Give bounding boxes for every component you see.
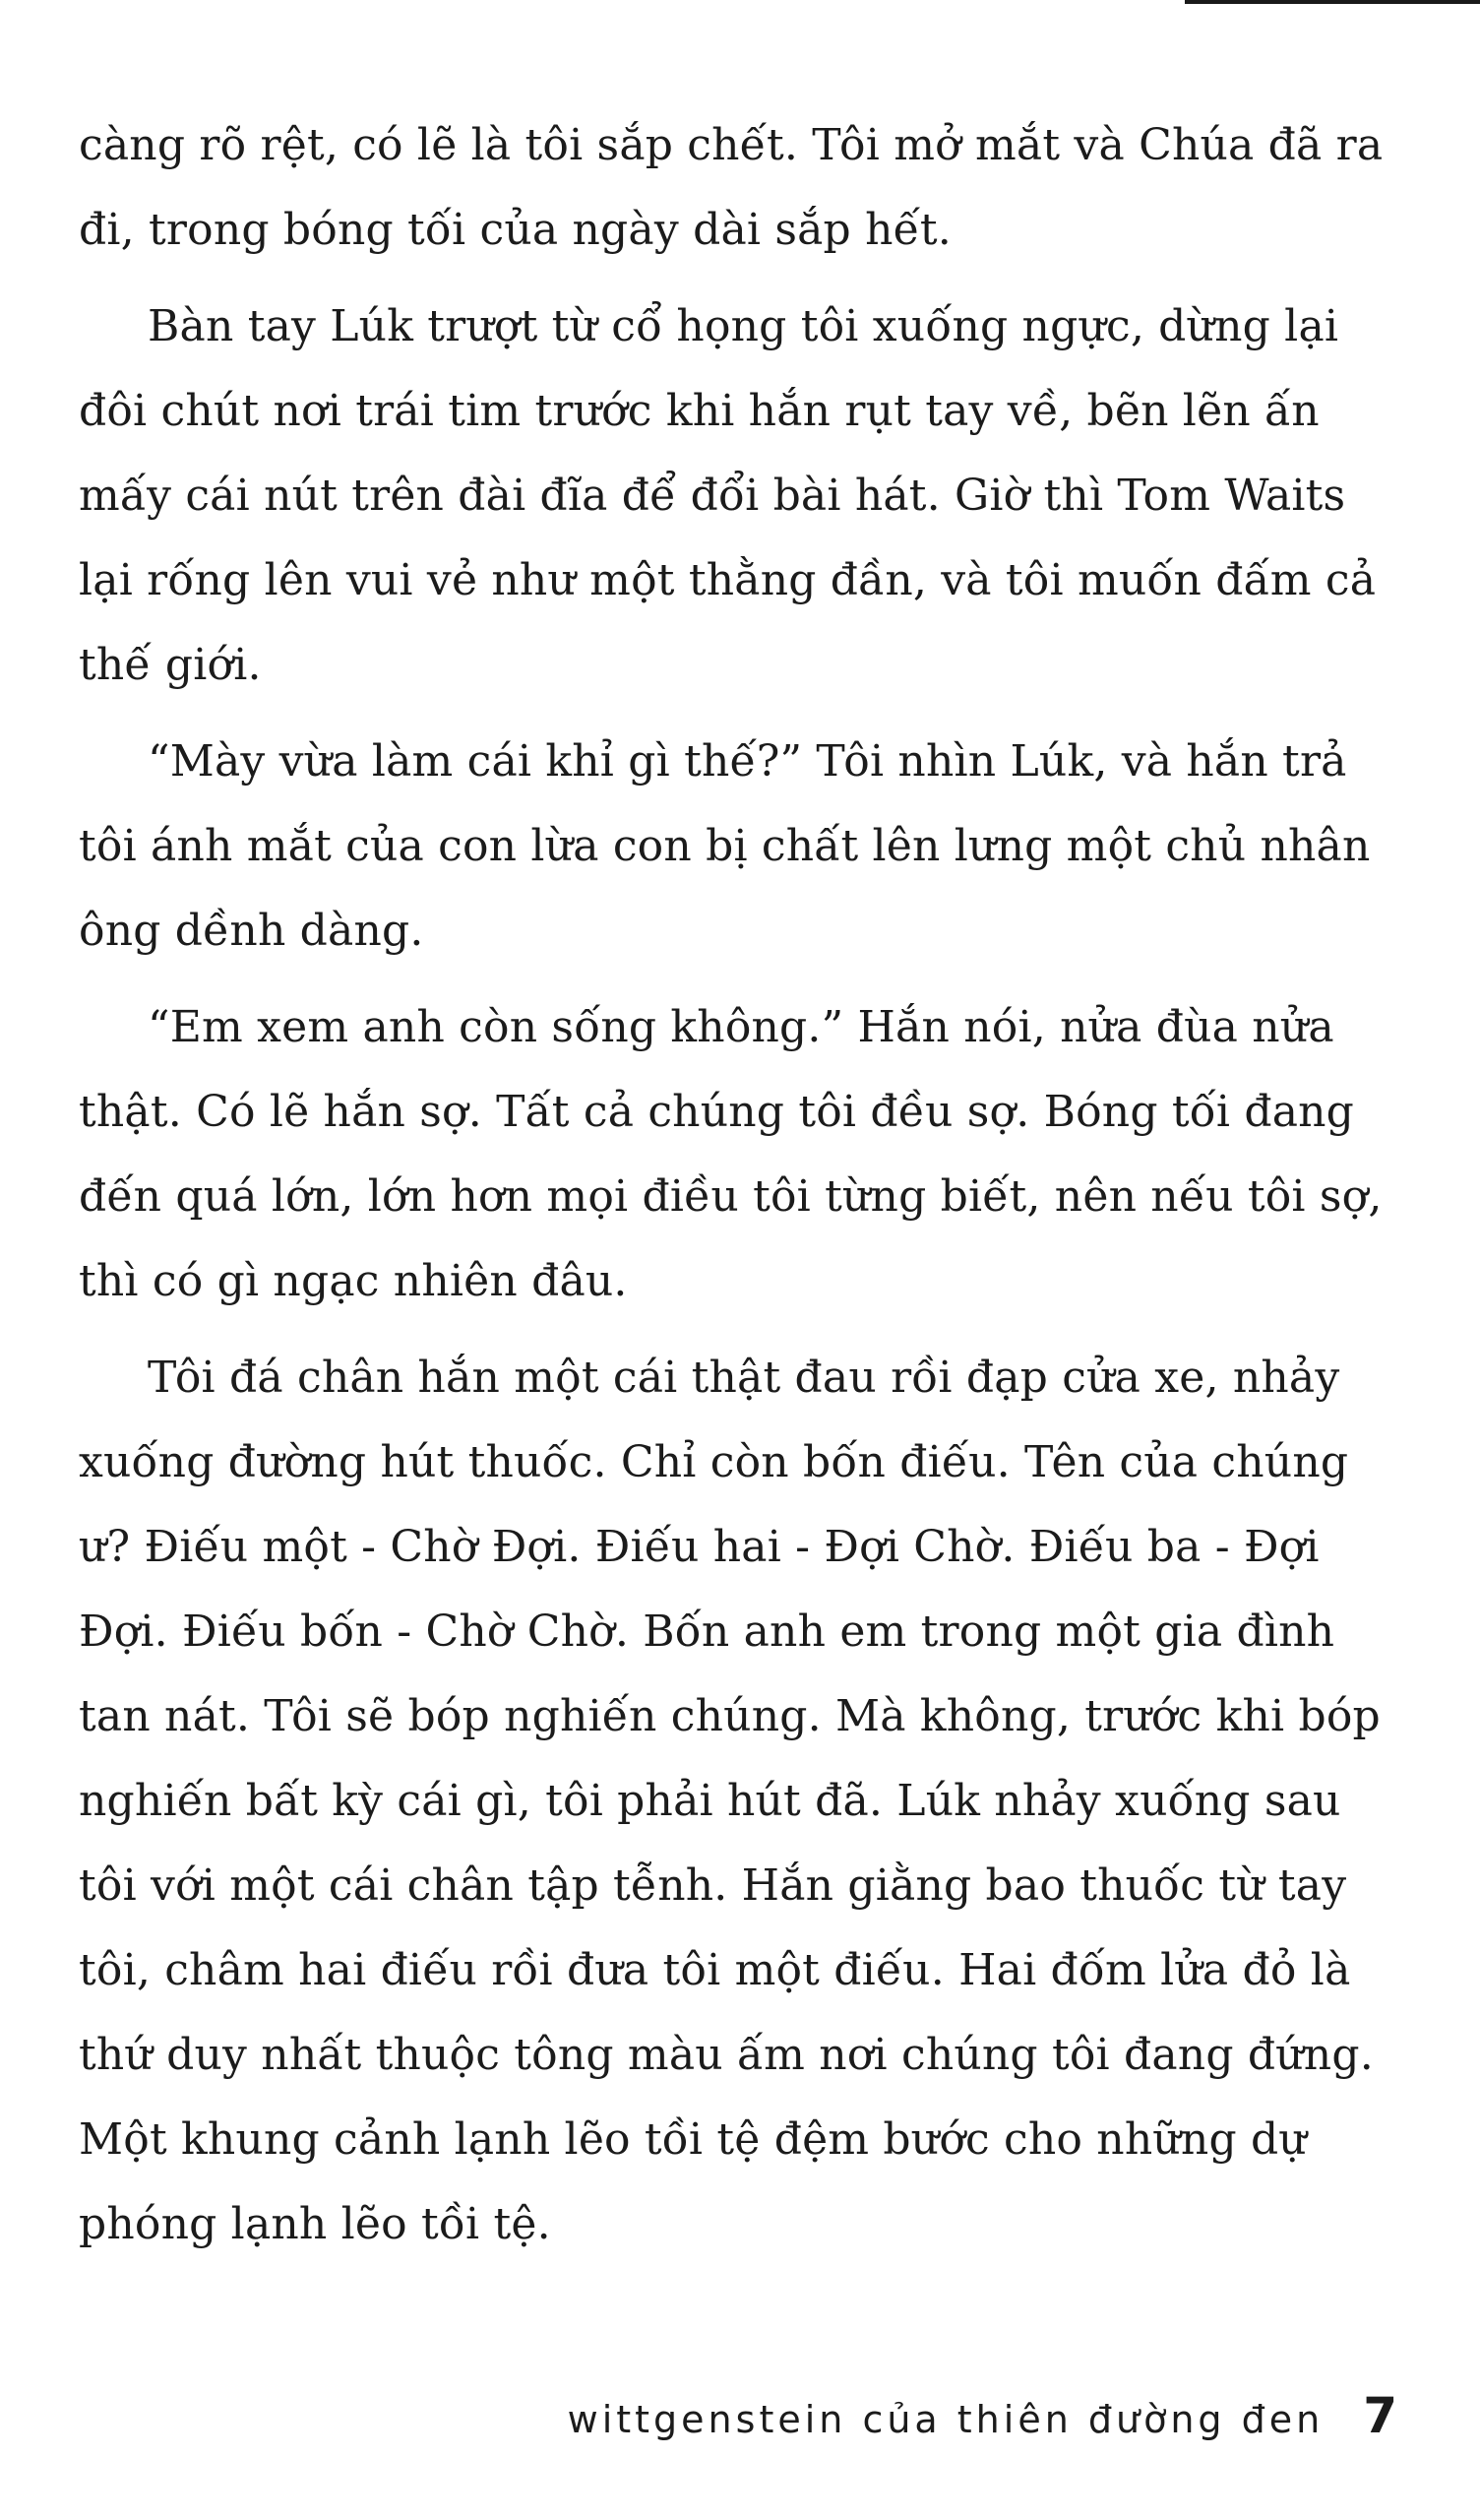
paragraph-4: “Em xem anh còn sống không.” Hắn nói, nửa đùa nửa thật. Có lẽ hắn sợ. Tất cả chúng tôi đều sợ. Bóng tối đang đến quá lớn, lớn hơn mọi điều tôi từng biết, nên nếu tôi sợ, thì có gì ngạc nhiên đâu. [79, 1002, 1383, 1306]
page-number: 7 [1363, 2387, 1397, 2444]
running-title: wittgenstein của thiên đường đen [567, 2398, 1325, 2441]
corner-rule [1185, 0, 1480, 4]
paragraph-3: “Mày vừa làm cái khỉ gì thế?” Tôi nhìn Lúk, và hắn trả tôi ánh mắt của con lừa con bị chất lên lưng một chủ nhân ông dềnh dàng. [79, 736, 1371, 956]
page-footer [394, 2387, 1397, 2444]
paragraph-5: Tôi đá chân hắn một cái thật đau rồi đạp cửa xe, nhảy xuống đường hút thuốc. Chỉ còn bốn điếu. Tên của chúng ư? Điếu một - Chờ Đợi. Điếu hai - Đợi Chờ. Điếu ba - Đợi Đợi. Điếu bốn - Chờ Chờ. Bốn anh em trong một gia đình tan nát. Tôi sẽ bóp nghiến chúng. Mà không, trước khi bóp nghiến bất kỳ cái gì, tôi phải hút đã. Lúk nhảy xuống sau tôi với một cái chân tập tễnh. Hắn giằng bao thuốc từ tay tôi, châm hai điếu rồi đưa tôi một điếu. Hai đốm lửa đỏ là thứ duy nhất thuộc tông màu ấm nơi chúng tôi đang đứng. Một khung cảnh lạnh lẽo tồi tệ đệm bước cho những dự phóng lạnh lẽo tồi tệ. [79, 1353, 1381, 2249]
paragraph-2: Bàn tay Lúk trượt từ cổ họng tôi xuống ngực, dừng lại đôi chút nơi trái tim trước khi hắn rụt tay về, bẽn lẽn ấn mấy cái nút trên đài đĩa để đổi bài hát. Giờ thì Tom Waits lại rống lên vui vẻ như một thằng đần, và tôi muốn đấm cả thế giới. [79, 301, 1377, 690]
paragraph-1: càng rõ rệt, có lẽ là tôi sắp chết. Tôi mở mắt và Chúa đã ra đi, trong bóng tối của ngày dài sắp hết. [79, 120, 1384, 255]
page-body [79, 103, 1397, 2279]
